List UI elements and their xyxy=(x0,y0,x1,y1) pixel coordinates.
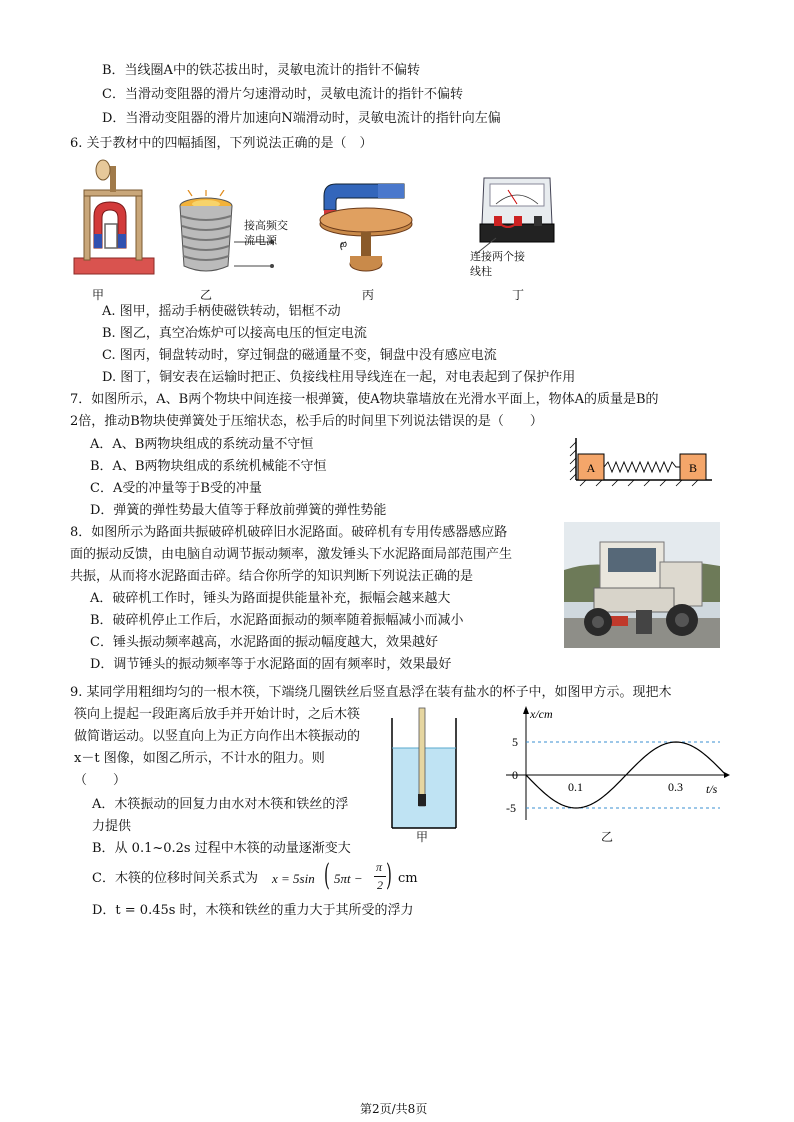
formula-paren-left: ( xyxy=(324,858,330,893)
q9-option-c-prefix: C．木筷的位移时间关系式为 xyxy=(92,871,258,886)
q7-option-d: D．弹簧的弹性势最大值等于释放前弹簧的弹性势能 xyxy=(90,503,387,518)
figure-induction-furnace xyxy=(172,190,240,276)
figure-spring-blocks xyxy=(566,436,716,488)
q5-option-d: D．当滑动变阻器的滑片加速向N端滑动时，灵敏电流计的指针向左偏 xyxy=(102,111,501,126)
q7-option-b: B．A、B两物块组成的系统机械能不守恒 xyxy=(90,459,327,474)
fig-label-jia: 甲 xyxy=(92,288,105,302)
q8-stem-1: 8．如图所示为路面共振破碎机破碎旧水泥路面。破碎机有专用传感器感应路 xyxy=(70,525,508,540)
q9-option-a-2: 力提供 xyxy=(92,819,132,834)
formula-paren-right: ) xyxy=(386,858,392,893)
x-axis-label: t/s xyxy=(706,782,718,796)
q9-formula-unit: cm xyxy=(398,871,418,886)
omega-label: ω xyxy=(340,239,348,250)
q8-option-a: A．破碎机工作时，锤头为路面提供能量补充，振幅会越来越大 xyxy=(90,591,451,606)
q5-option-c: C．当滑动变阻器的滑片匀速滑动时，灵敏电流计的指针不偏转 xyxy=(102,87,463,102)
spring xyxy=(604,462,680,472)
q8-option-d: D．调节锤头的振动频率等于水泥路面的固有频率时，效果最好 xyxy=(90,657,452,672)
figure-copper-disk xyxy=(318,180,418,280)
x-tick-label-1: 0.3 xyxy=(668,780,683,794)
q7-option-c: C．A受的冲量等于B受的冲量 xyxy=(90,481,262,496)
q7-option-a: A．A、B两物块组成的系统动量不守恒 xyxy=(90,437,314,452)
figure-beaker-chopstick xyxy=(386,706,462,836)
xt-graph xyxy=(496,702,736,826)
figure-crank-magnet xyxy=(70,158,158,280)
fig9-label-jia: 甲 xyxy=(416,830,429,844)
q9-stem-5: （ ） xyxy=(74,773,127,788)
page-number: 第2页/共8页 xyxy=(360,1102,428,1116)
q9-stem-1: 9. 某同学用粗细均匀的一根木筷，下端绕几圈铁丝后竖直悬浮在装有盐水的杯子中，如图甲方示。现把木 xyxy=(70,685,672,700)
fig4-note-2: 线柱 xyxy=(470,265,492,278)
y-tick-label-0: 5 xyxy=(512,735,518,749)
q9-formula-lhs: x = 5sin xyxy=(272,871,315,886)
q6-option-b: B. 图乙，真空冶炼炉可以接高电压的恒定电流 xyxy=(102,326,367,341)
q6-stem: 6. 关于教材中的四幅插图，下列说法正确的是（ ） xyxy=(70,136,373,151)
q8-option-b: B．破碎机停止工作后，水泥路面振动的频率随着振幅减小而减小 xyxy=(90,613,464,628)
q7-stem-1: 7．如图所示，A、B两个物块中间连接一根弹簧，使A物块靠墙放在光滑水平面上，物体A的质量是B的 xyxy=(70,392,659,407)
fig-label-yi: 乙 xyxy=(200,288,213,302)
fig-label-ding: 丁 xyxy=(512,288,525,302)
q9-option-b: B．从 0.1~0.2s 过程中木筷的动量逐渐变大 xyxy=(92,841,351,856)
y-axis-arrow xyxy=(523,706,529,714)
block-a-label: A xyxy=(586,461,596,475)
q5-option-b: B．当线圈A中的铁芯拔出时，灵敏电流计的指针不偏转 xyxy=(102,63,420,78)
photo-resonant-crusher xyxy=(564,522,720,648)
y-tick-label-2: -5 xyxy=(506,801,516,815)
q8-option-c: C．锤头振动频率越高，水泥路面的振动幅度越大，效果越好 xyxy=(90,635,438,650)
q7-stem-2: 2倍，推动B物块使弹簧处于压缩状态，松手后的时间里下列说法错误的是（ ） xyxy=(70,414,543,429)
q8-stem-2: 面的振动反馈，由电脑自动调节振动频率，激发锤头下水泥路面局部范围产生 xyxy=(70,547,513,562)
q6-option-d: D. 图丁，铜安表在运输时把正、负接线柱用导线连在一起，对电表起到了保护作用 xyxy=(102,370,576,385)
fig2-note-1: 接高频交 xyxy=(244,219,288,232)
formula-frac-den: 2 xyxy=(377,878,383,892)
q6-option-c: C. 图丙，铜盘转动时，穿过铜盘的磁通量不变，铜盘中没有感应电流 xyxy=(102,348,497,363)
q8-stem-3: 共振，从而将水泥路面击碎。结合你所学的知识判断下列说法正确的是 xyxy=(70,569,474,584)
x-axis-arrow xyxy=(724,772,730,778)
block-b-label: B xyxy=(688,461,698,475)
q9-stem-4: x－t 图像，如图乙所示，不计水的阻力。则 xyxy=(74,751,325,766)
fig2-note-2: 流电源 xyxy=(244,234,277,247)
fig-label-bing: 丙 xyxy=(362,288,375,302)
x-tick-label-0: 0.1 xyxy=(568,780,583,794)
formula-frac-bar xyxy=(374,876,386,877)
y-tick-label-1: 0 xyxy=(512,768,518,782)
q9-stem-3: 做简谐运动。以竖直向上为正方向作出木筷振动的 xyxy=(74,729,361,744)
q9-stem-2: 筷向上提起一段距离后放手并开始计时，之后木筷 xyxy=(74,707,361,722)
formula-frac-num: π xyxy=(376,860,383,874)
q6-option-a: A. 图甲，摇动手柄使磁铁转动，铝框不动 xyxy=(102,304,341,319)
q9-option-d: D．t = 0.45s 时，木筷和铁丝的重力大于其所受的浮力 xyxy=(92,903,414,918)
y-axis-label: x/cm xyxy=(530,707,553,721)
fig4-note-1: 连接两个接 xyxy=(470,250,525,263)
q9-option-a-1: A．木筷振动的回复力由水对木筷和铁丝的浮 xyxy=(92,797,349,812)
q9-formula-inner: 5πt − xyxy=(334,871,363,886)
fig9-label-yi: 乙 xyxy=(601,830,614,844)
